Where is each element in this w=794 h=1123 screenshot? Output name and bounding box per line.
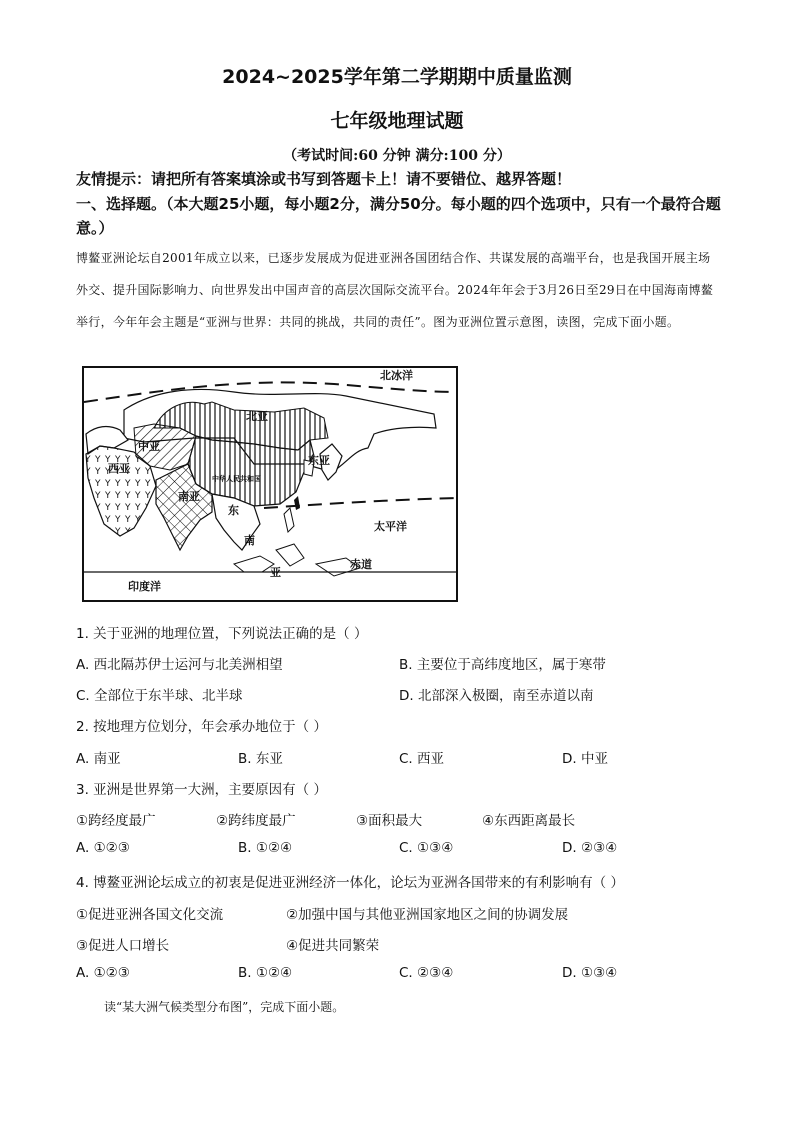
label-north-asia: 北亚: [246, 410, 268, 423]
q4-option-b: B. ①②④: [238, 965, 293, 981]
next-section-note: 读“某大洲气候类型分布图”，完成下面小题。: [104, 1000, 345, 1014]
q1-option-d: D. 北部深入极圈，南至赤道以南: [399, 688, 594, 704]
exam-info: （考试时间:60 分钟 满分:100 分）: [283, 148, 511, 164]
q1-option-b: B. 主要位于高纬度地区，属于寒带: [399, 657, 606, 673]
q2-option-b: B. 东亚: [238, 751, 283, 767]
label-china: 中华人民共和国: [212, 475, 261, 483]
philippines-islands: [284, 508, 294, 532]
label-southeast-ya: 亚: [270, 566, 281, 579]
q2-option-c: C. 西亚: [399, 751, 445, 767]
question-2-stem: 2. 按地理方位划分，年会承办地位于（ ）: [76, 719, 327, 735]
section-heading: 一、选择题。（本大题25小题，每小题2分，满分50分。每小题的四个选项中，只有一个最符合题意。）: [76, 195, 721, 237]
q3-item-3: ③面积最大: [356, 813, 423, 829]
q3-option-d: D. ②③④: [562, 840, 618, 856]
q2-option-a: A. 南亚: [76, 751, 121, 767]
taiwan-island: [294, 496, 300, 510]
label-southeast-nan: 南: [244, 534, 255, 547]
asia-map-svg: [84, 368, 456, 600]
label-west-asia: 西亚: [108, 462, 130, 475]
q3-item-4: ④东西距离最长: [482, 813, 576, 829]
label-east-asia: 东亚: [308, 454, 330, 467]
q3-item-1: ①跨经度最广: [76, 813, 156, 829]
question-3-stem: 3. 亚洲是世界第一大洲，主要原因有（ ）: [76, 782, 327, 798]
q4-item-4: ④促进共同繁荣: [286, 938, 380, 954]
q4-option-a: A. ①②③: [76, 965, 130, 981]
q4-item-1: ①促进亚洲各国文化交流: [76, 907, 224, 923]
label-equator: 赤道: [350, 558, 372, 571]
q1-option-a: A. 西北隔苏伊士运河与北美洲相望: [76, 657, 283, 673]
q4-option-c: C. ②③④: [399, 965, 454, 981]
question-4-stem: 4. 博鳌亚洲论坛成立的初衷是促进亚洲经济一体化，论坛为亚洲各国带来的有利影响有（ ）: [76, 875, 624, 891]
label-pacific-ocean: 太平洋: [374, 520, 407, 533]
question-1-stem: 1. 关于亚洲的地理位置，下列说法正确的是（ ）: [76, 626, 368, 642]
label-arctic-ocean: 北冰洋: [380, 369, 413, 382]
label-central-asia: 中亚: [138, 440, 160, 453]
label-southeast-dong: 东: [228, 504, 239, 517]
q4-item-2: ②加强中国与其他亚洲国家地区之间的协调发展: [286, 907, 569, 923]
q3-option-a: A. ①②③: [76, 840, 130, 856]
reading-passage: 博鳌亚洲论坛自2001年成立以来，已逐步发展成为促进亚洲各国团结合作、共谋发展的高端平台，也是我国开展主场外交、提升国际影响力、向世界发出中国声音的高层次国际交流平台。2024年年会于3月26日至29日在中国海南博鳌举行，今年年会主题是“亚洲与世界：共同的挑战，共同的责任”。图为亚洲位置示意图，读图，完成下面小题。: [76, 251, 714, 329]
exam-title: 2024~2025学年第二学期期中质量监测: [222, 66, 572, 88]
q1-option-c: C. 全部位于东半球、北半球: [76, 688, 243, 704]
q3-option-b: B. ①②④: [238, 840, 293, 856]
q2-option-d: D. 中亚: [562, 751, 608, 767]
asia-location-map: [82, 366, 458, 602]
q4-item-3: ③促进人口增长: [76, 938, 170, 954]
friendly-tip: 友情提示：请把所有答案填涂或书写到答题卡上！请不要错位、越界答题！: [76, 170, 572, 188]
indonesia-islands-1: [234, 556, 274, 572]
q3-option-c: C. ①③④: [399, 840, 454, 856]
q4-option-d: D. ①③④: [562, 965, 618, 981]
exam-subtitle: 七年级地理试题: [330, 110, 464, 132]
label-south-asia: 南亚: [178, 490, 200, 503]
indonesia-islands-2: [276, 544, 304, 566]
q3-item-2: ②跨纬度最广: [216, 813, 296, 829]
label-indian-ocean: 印度洋: [128, 580, 161, 593]
tropic-dashed-line: [264, 498, 456, 508]
